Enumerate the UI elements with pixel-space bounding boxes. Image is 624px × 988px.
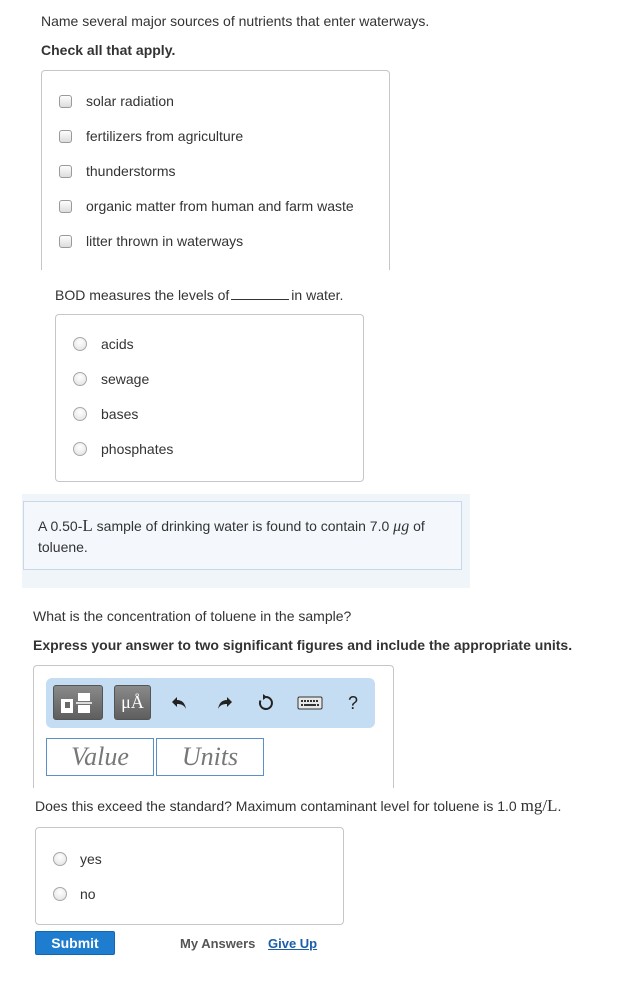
units-input[interactable] (156, 738, 264, 776)
checkbox[interactable] (59, 95, 72, 108)
checkbox[interactable] (59, 165, 72, 178)
radio-option-sewage[interactable] (56, 369, 149, 389)
help-label: ? (347, 692, 358, 713)
radio-label: acids (101, 336, 134, 352)
radio-group-bod (55, 314, 364, 482)
question-1-instruction: Check all that apply. (41, 42, 176, 58)
question-4-period: . (557, 798, 562, 814)
radio-button[interactable] (73, 442, 87, 456)
context-part-3: of toluene. (38, 518, 425, 555)
radio-button[interactable] (53, 887, 67, 901)
radio-group-exceed (35, 827, 344, 925)
radio-label: bases (101, 406, 139, 422)
question-2-prompt-start: BOD measures the levels of (55, 287, 230, 303)
context-part-2: sample of drinking water is found to contain 7.0 (92, 518, 394, 534)
templates-button[interactable] (53, 685, 103, 720)
value-input[interactable] (46, 738, 154, 776)
unit-mg-per-liter: mg/L (520, 796, 558, 815)
radio-option-phosphates[interactable] (56, 439, 173, 459)
units-button-label: μÅ (121, 692, 144, 712)
question-3-prompt: What is the concentration of toluene in the sample? (33, 608, 352, 624)
radio-label: yes (80, 851, 102, 867)
units-placeholder: Units (181, 742, 239, 771)
context-text (38, 515, 458, 558)
keyboard-icon[interactable] (295, 690, 325, 716)
checkbox[interactable] (59, 130, 72, 143)
radio-label: phosphates (101, 441, 174, 457)
checkbox-label: solar radiation (86, 93, 174, 109)
checkbox-label: litter thrown in waterways (86, 233, 244, 249)
reset-icon[interactable] (253, 690, 279, 716)
question-2-prompt-end: in water. (291, 287, 344, 303)
unit-liter: L (82, 516, 93, 535)
radio-label: no (80, 886, 96, 902)
radio-button[interactable] (73, 372, 87, 386)
radio-label: sewage (101, 371, 150, 387)
question-2-prompt (55, 286, 343, 303)
question-3-instruction: Express your answer to two significant figures and include the appropriate units. (33, 637, 573, 653)
question-4-text: Does this exceed the standard? Maximum contaminant level for toluene is 1.0 (35, 798, 521, 814)
help-button[interactable] (340, 690, 366, 716)
checkbox-option-organic-matter[interactable] (42, 196, 354, 216)
my-answers-link[interactable]: My Answers (180, 936, 256, 951)
radio-option-no[interactable] (36, 884, 96, 904)
equation-toolbar (46, 678, 375, 728)
unit-microgram: μg (393, 518, 410, 535)
radio-button[interactable] (53, 852, 67, 866)
checkbox[interactable] (59, 235, 72, 248)
units-button[interactable] (114, 685, 151, 720)
value-placeholder: Value (71, 742, 129, 771)
redo-icon[interactable] (211, 690, 237, 716)
checkbox[interactable] (59, 200, 72, 213)
checkbox-label: organic matter from human and farm waste (86, 198, 354, 214)
checkbox-option-litter[interactable] (42, 231, 243, 251)
question-4-prompt (35, 796, 561, 816)
checkbox-label: fertilizers from agriculture (86, 128, 244, 144)
give-up-link[interactable]: Give Up (268, 936, 318, 951)
submit-button[interactable]: Submit (35, 931, 115, 955)
radio-button[interactable] (73, 407, 87, 421)
radio-option-bases[interactable] (56, 404, 138, 424)
question-1-prompt: Name several major sources of nutrients that enter waterways. (41, 13, 430, 29)
checkbox-group (41, 70, 390, 270)
radio-option-acids[interactable] (56, 334, 134, 354)
radio-button[interactable] (73, 337, 87, 351)
templates-icon (58, 690, 98, 716)
fill-in-blank (231, 286, 289, 300)
checkbox-option-fertilizers[interactable] (42, 126, 243, 146)
checkbox-option-solar[interactable] (42, 91, 174, 111)
undo-icon[interactable] (167, 690, 193, 716)
context-part-1: A 0.50- (38, 518, 83, 534)
checkbox-option-thunderstorms[interactable] (42, 161, 175, 181)
radio-option-yes[interactable] (36, 849, 102, 869)
checkbox-label: thunderstorms (86, 163, 176, 179)
